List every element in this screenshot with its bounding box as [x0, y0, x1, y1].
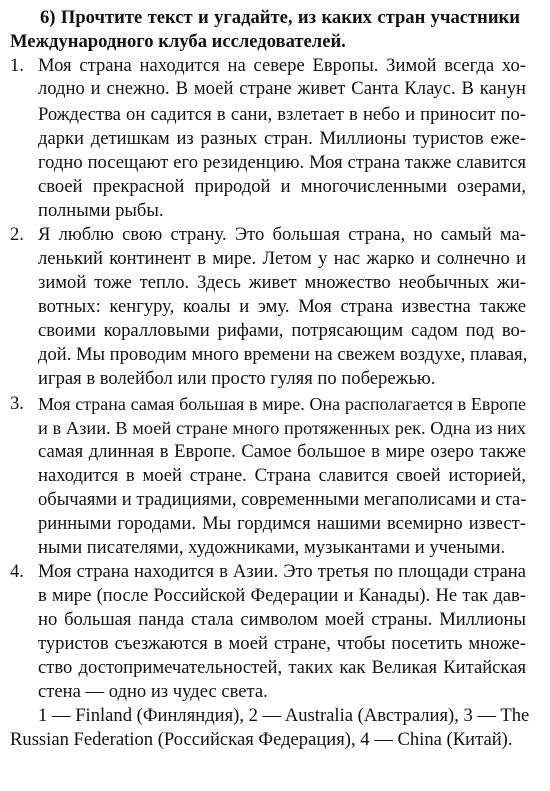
answer-line-2: Russian Federation (Российская Федерация), 4 — China (Китай).: [10, 729, 513, 750]
item-number-4: 4.: [10, 561, 24, 582]
item-number-1: 1.: [10, 55, 24, 76]
item-3-line: и в Азии. В моей стране много протяженных рек. Одна из них: [38, 418, 526, 438]
item-4-line: в мире (после Российской Федерации и Канады). Не так дав-: [38, 585, 526, 606]
item-1-line: лодно и снежно. В моей стране живет Санта Клаус. В канун: [38, 78, 526, 99]
item-1-line: дарки детишкам из разных стран. Миллионы туристов ежe-: [38, 128, 526, 149]
item-2-line: Я люблю свою страну. Это большая страна, но самый ма-: [38, 224, 526, 245]
item-2-line: дой. Мы проводим много времени на свежем воздухе, плавая,: [38, 344, 528, 365]
item-number-3: 3.: [10, 393, 24, 414]
item-3-line: обычаями и традициями, современными мегаполисами и ста-: [38, 489, 527, 510]
exercise-heading-line-2: Международного клуба исследователей.: [10, 31, 346, 52]
item-number-2: 2.: [10, 224, 24, 245]
answer-line-1: 1 — Finland (Финляндия), 2 — Australia (Австралия), 3 — The: [38, 705, 530, 726]
item-1-line: Рождества он садится в сани, взлетает в небо и приносит по-: [38, 104, 526, 125]
item-2-line: своими коралловыми рифами, потрясающим садом под во-: [38, 320, 526, 341]
item-3-line: ринными городами. Мы гордимся нашими всемирно извест-: [38, 513, 526, 534]
item-2-line: ленький континент в мире. Летом у нас жарко и солнечно и: [38, 248, 526, 269]
item-3-line: Моя страна самая большая в мире. Она располагается в Европе: [38, 394, 526, 414]
item-3-line: ными писателями, художниками, музыкантами и учеными.: [38, 537, 506, 558]
item-3-line: самая длинная в Европе. Самое большое в мире озеро также: [38, 441, 526, 462]
item-2-line: играя в волейбол или просто гуляя по побережью.: [38, 368, 436, 389]
item-2-line: зимой тоже тепло. Здесь живет множество необычных жи-: [38, 272, 526, 293]
item-1-line: полными рыбы.: [38, 200, 164, 221]
item-1-line: Моя страна находится на севере Европы. Зимой всегда хо-: [38, 55, 526, 76]
item-4-line: Моя страна находится в Азии. Это третья по площади страна: [38, 561, 526, 582]
item-3-line: находится в моей стране. Страна славится своей историей,: [38, 465, 526, 486]
exercise-heading-line-1: 6) Прочтите текст и угадайте, из каких стран участники: [40, 7, 520, 28]
item-4-line: но большая панда стала символом моей страны. Миллионы: [38, 609, 526, 630]
item-2-line: вотных: кенгуру, коалы и эму. Моя страна известна также: [38, 296, 526, 317]
item-4-line: туристов съезжаются в моей стране, чтобы посетить множе-: [38, 633, 526, 654]
item-4-line: ство достопримечательностей, таких как Великая Китайская: [38, 657, 526, 678]
item-1-line: годно посещают его резиденцию. Моя страна также славится: [38, 152, 526, 173]
item-1-line: своей прекрасной природой и многочисленными озерами,: [38, 176, 526, 197]
item-4-line: стена — одно из чудес света.: [38, 681, 268, 702]
